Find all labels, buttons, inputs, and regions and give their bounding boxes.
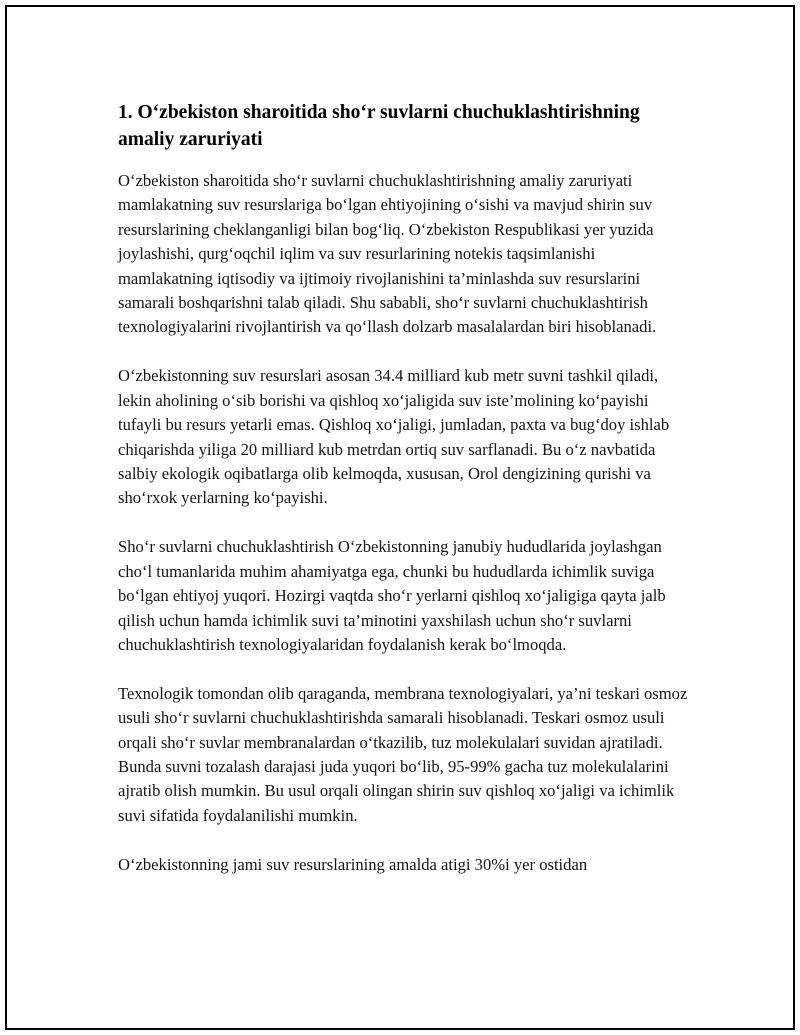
paragraph-2: O‘zbekistonning suv resurslari asosan 34.4 milliard kub metr suvni tashkil qiladi, lekin aholining o‘sib borishi va qishloq xo‘jaligida suv iste’molining ko‘payishi tufayli bu resurs yetarli emas. Qishloq xo‘jaligi, jumladan, paxta va bug‘doy ishlab chiqarishda yiliga 20 milliard kub metrdan ortiq suv sarflanadi. Bu o‘z navbatida salbiy ekologik oqibatlarga olib kelmoqda, xususan, Orol dengizining qurishi va sho‘rxok yerlarning ko‘payishi. <box>118 366 670 508</box>
paragraph-1: O‘zbekiston sharoitida sho‘r suvlarni chuchuklashtirishning amaliy zaruriyati mamlakatning suv resurslariga bo‘lgan ehtiyojining o‘sishi va mavjud shirin suv resurslarining cheklanganligi bilan bog‘liq. O‘zbekiston Respublikasi yer yuzida joylashishi, qurg‘oqchil iqlim va suv resurlarining notekis taqsimlanishi mamlakatning iqtisodiy va ijtimoiy rivojlanishini ta’minlashda suv resurslarini samarali boshqarishni talab qiladi. Shu sababli, sho‘r suvlarni chuchuklashtirish texnologiyalarini rivojlantirish va qo‘llash dolzarb masalalardan biri hisoblanadi. <box>118 171 657 337</box>
paragraph-4: Texnologik tomondan olib qaraganda, membrana texnologiyalari, ya’ni teskari osmoz usuli sho‘r suvlarni chuchuklashtirishda samarali hisoblanadi. Teskari osmoz usuli orqali sho‘r suvlar membranalardan o‘tkazilib, tuz molekulalari suvidan ajratiladi. Bunda suvni tozalash darajasi juda yuqori bo‘lib, 95-99% gacha tuz molekulalarini ajratib olish mumkin. Bu usul orqali olingan shirin suv qishloq xo‘jaligi va ichimlik suvi sifatida foydalanilishi mumkin. <box>118 683 688 825</box>
document-page <box>5 5 795 1030</box>
section-heading: 1. O‘zbekiston sharoitida sho‘r suvlarni chuchuklashtirishning amaliy zaruriyati <box>118 102 640 150</box>
document-body <box>118 99 693 902</box>
paragraph-3: Sho‘r suvlarni chuchuklashtirish O‘zbekistonning janubiy hududlarida joylashgan cho‘l tumanlarida muhim ahamiyatga ega, chunki bu hududlarda ichimlik suviga bo‘lgan ehtiyoj yuqori. Hozirgi vaqtda sho‘r yerlarni qishloq xo‘jaligiga qayta jalb qilish uchun hamda ichimlik suvi ta’minotini yaxshilash uchun sho‘r suvlarni chuchuklashtirish texnologiyalaridan foydalanish kerak bo‘lmoqda. <box>118 537 666 654</box>
paragraph-5: O‘zbekistonning jami suv resurslarining amalda atigi 30%i yer ostidan <box>118 854 588 874</box>
